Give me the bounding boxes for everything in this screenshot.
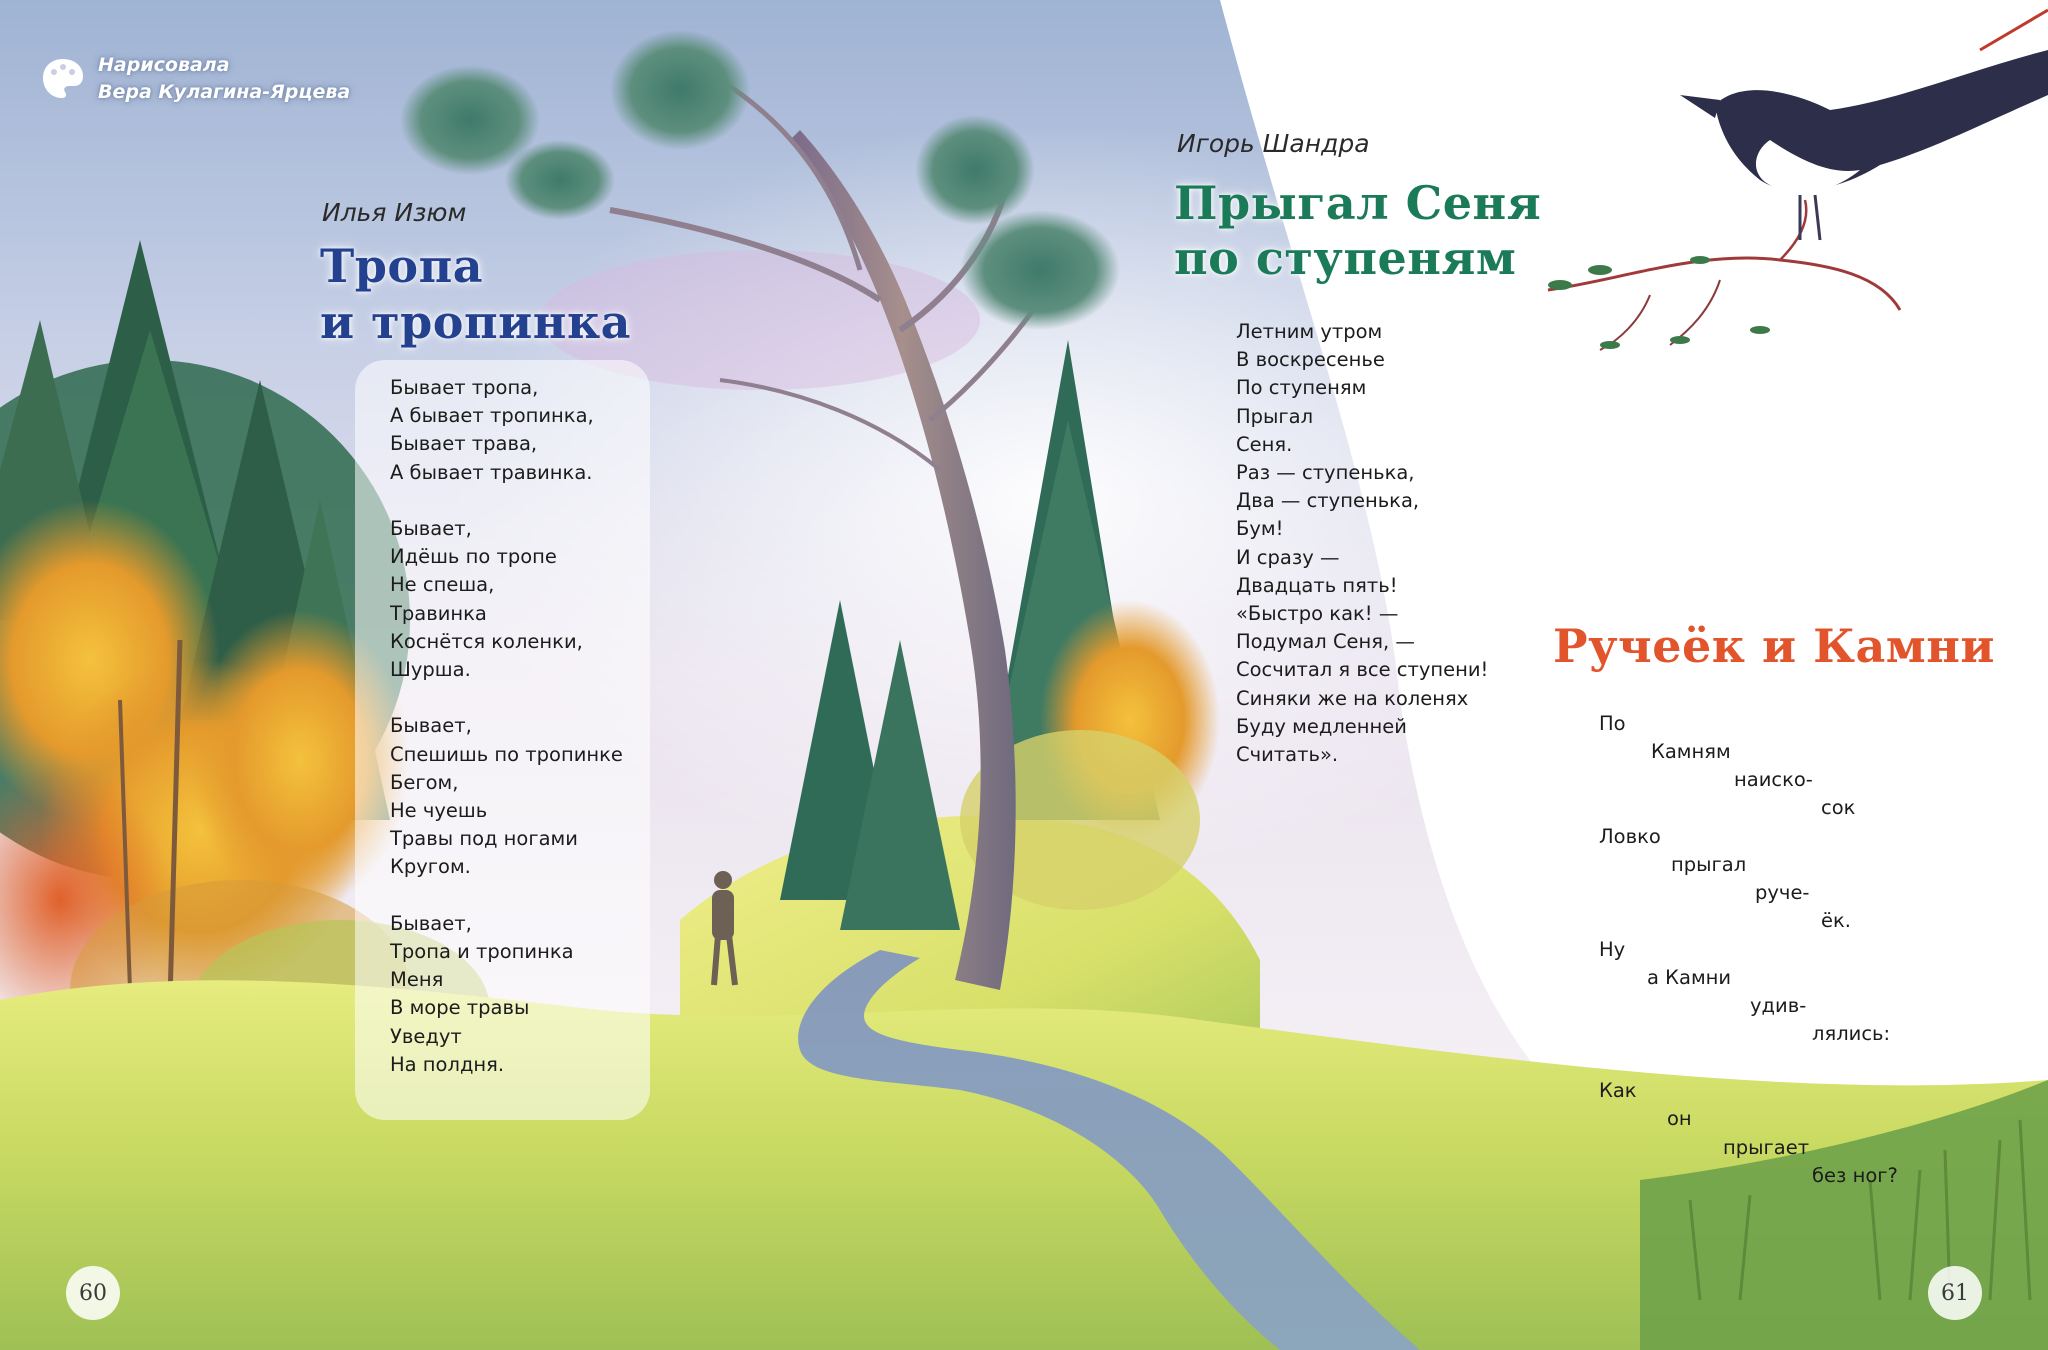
poem-line: Прыгал	[1236, 404, 1314, 428]
poem-line: Двадцать пять!	[1236, 573, 1398, 597]
poem-line: Летним утром	[1236, 320, 1383, 343]
poem-line: В воскресенье	[1236, 348, 1385, 372]
page-number-right: 61	[1928, 1266, 1982, 1320]
poem-line: Не спеша,	[390, 573, 495, 597]
poem-line: По	[1599, 712, 1626, 735]
poem-brook-title: Ручеёк и Камни	[1553, 619, 1996, 673]
poem-line: Бегом,	[390, 770, 459, 794]
poem-line: без ног?	[1812, 1164, 1898, 1187]
poem-line: прыгал	[1671, 853, 1747, 876]
poem-line: Сосчитал я все ступени!	[1236, 658, 1489, 682]
poem-line: Идёшь по тропе	[390, 545, 557, 569]
poem-line: прыгает	[1723, 1136, 1810, 1159]
poem-trail-author: Илья Изюм	[322, 198, 467, 227]
poem-line: а Камни	[1647, 966, 1732, 989]
poem-line: сок	[1821, 796, 1856, 819]
poem-line: Камням	[1651, 740, 1731, 763]
poem-line: Коснётся коленки,	[390, 629, 583, 653]
poem-line: Спешишь по тропинке	[390, 742, 623, 766]
poem-line: он	[1667, 1107, 1692, 1130]
poem-line: руче-	[1755, 881, 1810, 904]
poem-line: Считать».	[1236, 743, 1339, 767]
poem-line: Как	[1599, 1079, 1637, 1102]
poem-line: Раз — ступенька,	[1236, 461, 1415, 485]
poem-line: удив-	[1750, 994, 1807, 1017]
poem-steps-title-line-1: Прыгал Сеня	[1174, 176, 1542, 230]
poem-line: Меня	[390, 968, 444, 992]
poem-line: И сразу —	[1236, 545, 1340, 569]
poem-line: Кругом.	[390, 855, 471, 879]
poem-line: Синяки же на коленях	[1236, 686, 1469, 710]
poem-line: Травинка	[390, 601, 487, 625]
poem-steps-author: Игорь Шандра	[1177, 129, 1370, 158]
poem-line: Уведут	[390, 1024, 462, 1048]
poem-trail-title-line-1: Тропа	[320, 239, 484, 293]
poem-line: Бывает трава,	[390, 432, 538, 456]
poem-line: На полдня.	[390, 1052, 505, 1076]
poem-line: ёк.	[1821, 909, 1851, 932]
poem-line: Травы под ногами	[390, 827, 578, 851]
poem-line: Ловко	[1599, 825, 1661, 848]
poem-line: наиско-	[1734, 768, 1813, 791]
poem-line: «Быстро как! —	[1236, 602, 1399, 626]
poem-line: Бывает тропа,	[390, 376, 539, 399]
poem-line: Не чуешь	[390, 799, 488, 823]
poem-line: А бывает травинка.	[390, 460, 593, 484]
poem-line: В море травы	[390, 996, 530, 1020]
poem-line: Ну	[1599, 938, 1626, 961]
poem-line: Шурша.	[390, 658, 471, 682]
credit-line-2: Вера Кулагина-Ярцева	[98, 81, 351, 103]
poem-line: Буду медленней	[1236, 714, 1407, 738]
poem-line: Тропа и тропинка	[390, 940, 574, 964]
poem-line: Бывает,	[390, 714, 472, 738]
poem-line: Бум!	[1236, 517, 1284, 541]
page-number-left: 60	[66, 1266, 120, 1320]
poem-trail-title-line-2: и тропинка	[320, 295, 631, 349]
poem-steps-title-line-2: по ступеням	[1174, 231, 1517, 285]
credit-line-1: Нарисовала	[98, 54, 230, 76]
poem-line: Бывает,	[390, 517, 472, 540]
poem-line: Два — ступенька,	[1236, 489, 1420, 513]
poem-line: Сеня.	[1236, 432, 1293, 456]
poem-line: Подумал Сеня, —	[1236, 630, 1415, 654]
poem-line: По ступеням	[1236, 376, 1367, 400]
poem-line: лялись:	[1812, 1022, 1891, 1045]
poem-line: А бывает тропинка,	[390, 404, 594, 428]
poem-line: Бывает,	[390, 911, 472, 935]
